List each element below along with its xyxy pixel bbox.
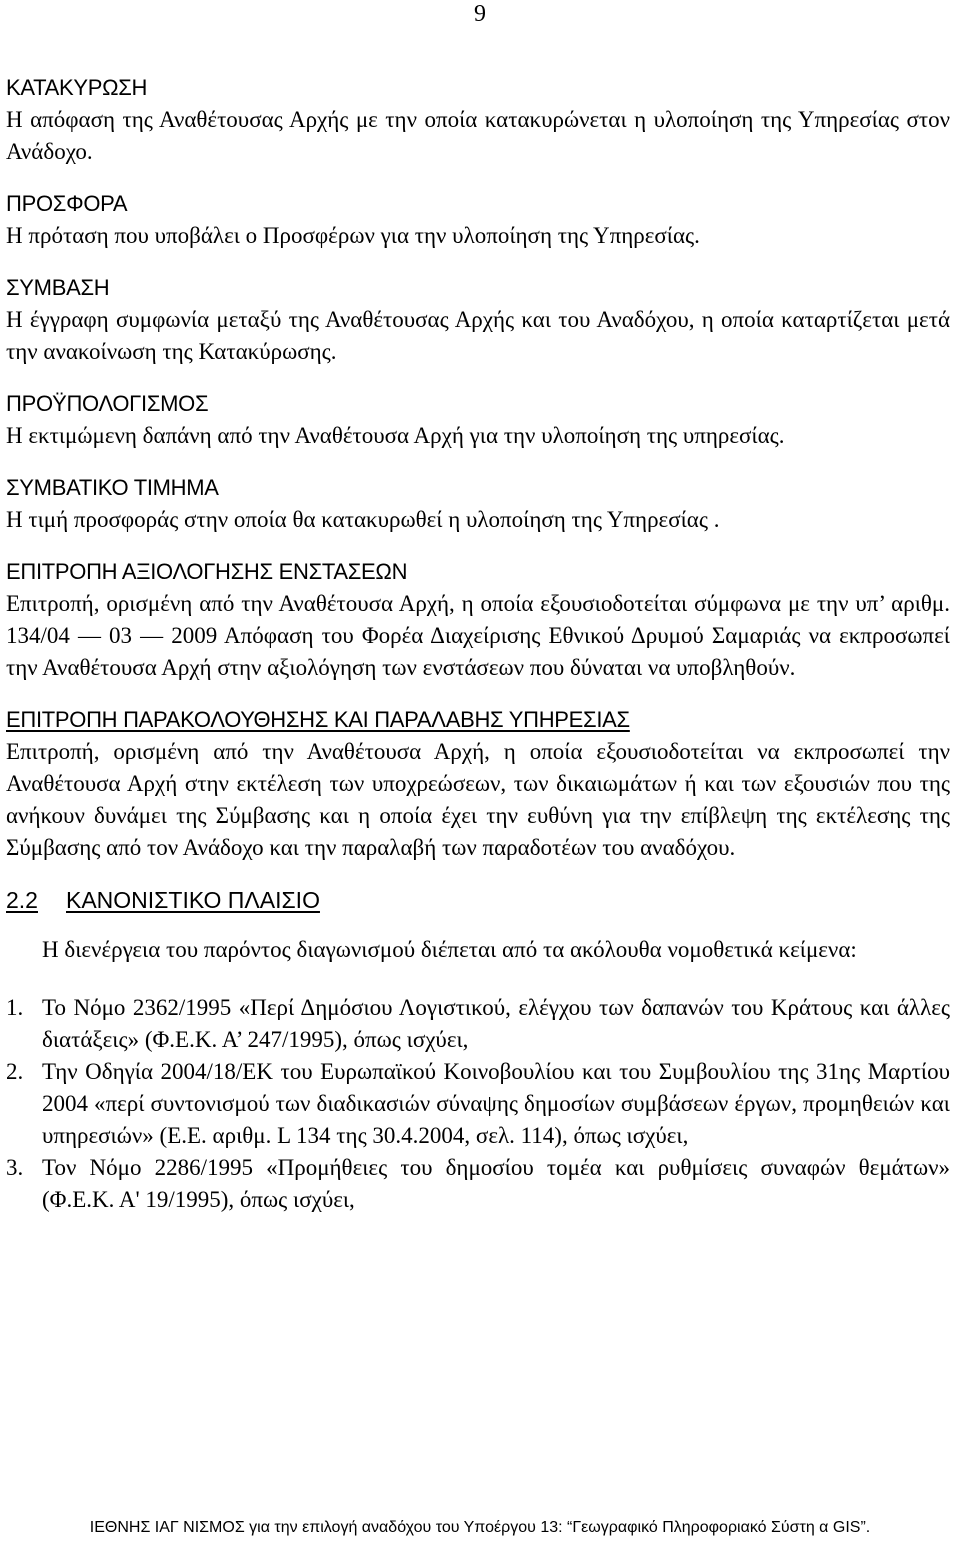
definition-text: Η έγγραφη συμφωνία μεταξύ της Αναθέτουσας Αρχής και του Αναδόχου, η οποία καταρτίζεται μετά την ανακοίνωση της Κατακύρωσης. [6, 307, 950, 364]
section-number: 2.2 [6, 887, 38, 913]
legislation-list [6, 992, 950, 1216]
definition-term: ΣΥΜΒΑΣΗ [6, 275, 110, 300]
section-heading [6, 884, 950, 916]
section-title: ΚΑΝΟΝΙΣΤΙΚΟ ΠΛΑΙΣΙΟ [66, 887, 320, 913]
definition-term: ΕΠΙΤΡΟΠΗ ΠΑΡΑΚΟΛΟΥΘΗΣΗΣ ΚΑΙ ΠΑΡΑΛΑΒΗΣ ΥΠΗΡΕΣΙΑΣ [6, 707, 630, 732]
definition-contract [6, 272, 950, 368]
list-item-text: Το Νόμο 2362/1995 «Περί Δημόσιου Λογιστικού, ελέγχου των δαπανών του Κράτους και άλλες διατάξεις» (Φ.Ε.Κ. Α’ 247/1995), όπως ισχύει, [42, 995, 950, 1052]
list-item [6, 1056, 950, 1152]
list-item-text: Την Οδηγία 2004/18/ΕΚ του Ευρωπαϊκού Κοινοβουλίου και του Συμβουλίου της 31ης Μαρτίου 2004 «περί συντονισμού των διαδικασιών σύναψης δημοσίων συμβάσεων έργων, προμηθειών και υπηρεσιών» (Ε.Ε. αριθμ. L 134 της 30.4.2004, σελ. 114), όπως ισχύει, [42, 1059, 950, 1148]
definition-term: ΠΡΟΣΦΟΡΑ [6, 191, 128, 216]
list-item-text: Τον Νόμο 2286/1995 «Προμήθειες του δημοσίου τομέα και ρυθμίσεις συναφών θεμάτων» (Φ.Ε.Κ. Α' 19/1995), όπως ισχύει, [42, 1155, 950, 1212]
definition-objections-committee [6, 556, 950, 684]
definition-offer [6, 188, 950, 252]
list-item [6, 992, 950, 1056]
definition-monitoring-committee [6, 704, 950, 864]
section-intro: Η διενέργεια του παρόντος διαγωνισμού διέπεται από τα ακόλουθα νομοθετικά κείμενα: [42, 937, 857, 962]
definition-text: Η πρόταση που υποβάλει ο Προσφέρων για την υλοποίηση της Υπηρεσίας. [6, 223, 700, 248]
definition-awarding [6, 72, 950, 168]
definition-text: Επιτροπή, ορισμένη από την Αναθέτουσα Αρχή, η οποία εξουσιοδοτείται σύμφωνα με την υπ’ αριθμ. 134/04 — 03 — 2009 Απόφαση του Φορέα Διαχείρισης Εθνικού Δρυμού Σαμαριάς να εκπροσωπεί την Αναθέτουσα Αρχή στην αξιολόγηση των ενστάσεων που δύναται να υποβληθούν. [6, 591, 950, 680]
definition-text: Η τιμή προσφοράς στην οποία θα κατακυρωθεί η υλοποίηση της Υπηρεσίας . [6, 507, 720, 532]
definition-term: ΚΑΤΑΚΥΡΩΣΗ [6, 75, 148, 100]
page-footer: ΙΕΘΝΗΣ ΙΑΓ ΝΙΣΜΟΣ για την επιλογή αναδόχου του Υποέργου 13: “Γεωγραφικό Πληροφοριακό Σύστη α GIS”. [89, 1519, 871, 1536]
definition-term: ΣΥΜΒΑΤΙΚΟ ΤΙΜΗΜΑ [6, 475, 219, 500]
definition-text: Η εκτιμώμενη δαπάνη από την Αναθέτουσα Αρχή για την υλοποίηση της υπηρεσίας. [6, 423, 785, 448]
definition-term: ΠΡΟΫΠΟΛΟΓΙΣΜΟΣ [6, 391, 209, 416]
definition-contract-price [6, 472, 950, 536]
document-body [6, 72, 950, 1216]
page-number: 9 [474, 1, 486, 27]
list-marker: 1. [6, 995, 24, 1020]
definition-text: Η απόφαση της Αναθέτουσας Αρχής με την οποία κατακυρώνεται η υλοποίηση της Υπηρεσίας στον Ανάδοχο. [6, 107, 950, 164]
definition-text: Επιτροπή, ορισμένη από την Αναθέτουσα Αρχή, η οποία εξουσιοδοτείται να εκπροσωπεί την Αναθέτουσα Αρχή στην εκτέλεση των υποχρεώσεων, των δικαιωμάτων ή και των εξουσιών που της ανήκουν δυνάμει της Σύμβασης και η οποία έχει την ευθύνη για την επίβλεψη της εκτέλεσης της Σύμβασης από τον Ανάδοχο και την παραλαβή των παραδοτέων του αναδόχου. [6, 739, 950, 860]
list-marker: 3. [6, 1155, 24, 1180]
list-marker: 2. [6, 1059, 24, 1084]
definition-term: ΕΠΙΤΡΟΠΗ ΑΞΙΟΛΟΓΗΣΗΣ ΕΝΣΤΑΣΕΩΝ [6, 559, 408, 584]
list-item [6, 1152, 950, 1216]
definition-budget [6, 388, 950, 452]
